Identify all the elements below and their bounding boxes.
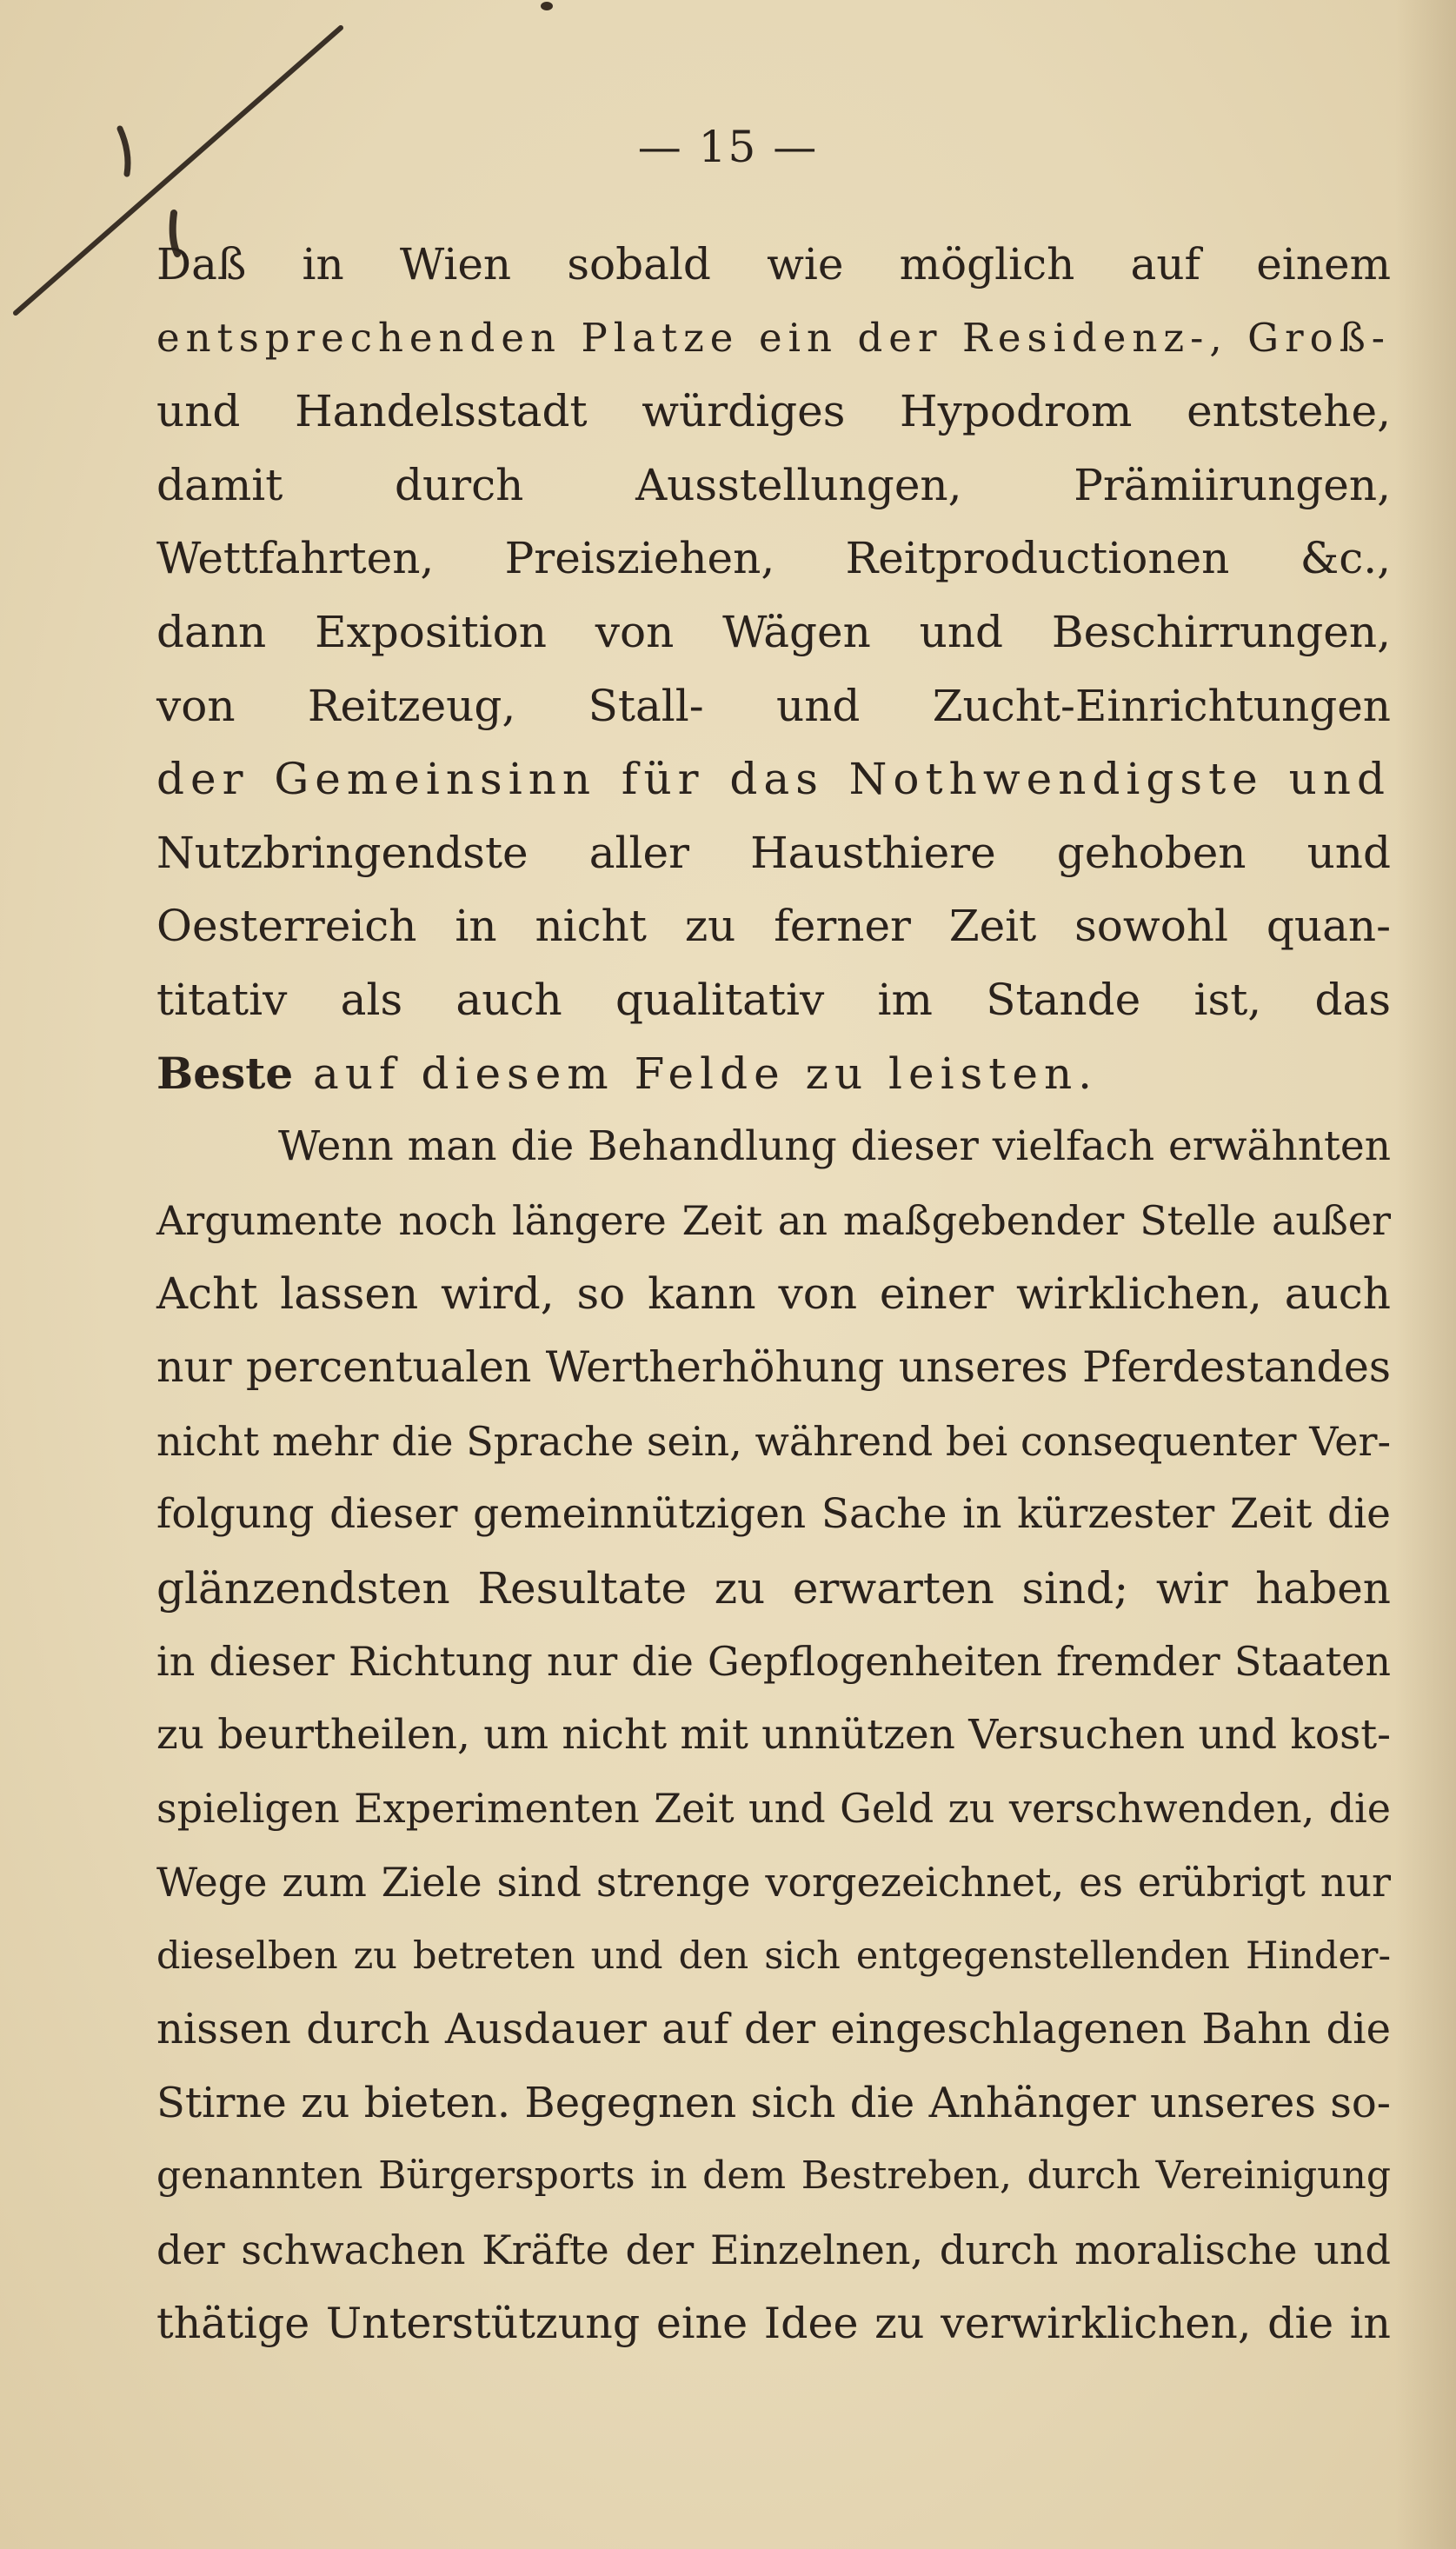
text-line: dieselben zu betreten und den sich entgegenstellenden Hinder- (156, 1933, 1391, 1978)
text-line: Oesterreich in nicht zu ferner Zeit sowohl quan- (156, 901, 1391, 952)
text-line: Daß in Wien sobald wie möglich auf einem (156, 239, 1391, 290)
text-line: und Handelsstadt würdiges Hypodrom entstehe, (156, 386, 1391, 437)
text-line: Wenn man die Behandlung dieser vielfach erwähnten (278, 1122, 1391, 1171)
body-text (156, 228, 1391, 2360)
text-line: von Reitzeug, Stall- und Zucht-Einrichtungen (156, 680, 1391, 731)
text-line-with-emphasis (156, 1037, 1391, 1111)
text-line: thätige Unterstützung eine Idee zu verwirklichen, die in (156, 2298, 1391, 2348)
text-line: damit durch Ausstellungen, Prämiirungen, (156, 459, 1391, 510)
page-number: — 15 — (637, 122, 819, 172)
text-line: Wettfahrten, Preisziehen, Reitproductionen &c., (156, 533, 1391, 584)
text-line: folgung dieser gemeinnützigen Sache in kürzester Zeit die (156, 1490, 1391, 1539)
text-line: nicht mehr die Sprache sein, während bei consequenter Ver- (156, 1417, 1391, 1465)
emphasis-word: Beste (156, 1047, 294, 1099)
text-line: spieligen Experimenten Zeit und Geld zu verschwenden, die (156, 1785, 1391, 1833)
text-line: zu beurtheilen, um nicht mit unnützen Versuchen und kost- (156, 1710, 1391, 1759)
text-line: Wege zum Ziele sind strenge vorgezeichnet, es erübrigt nur (156, 1859, 1391, 1907)
text-line-rest: auf diesem Felde zu leisten. (293, 1048, 1099, 1099)
text-line: in dieser Richtung nur die Gepflogenheiten fremder Staaten (156, 1638, 1391, 1686)
text-line: Argumente noch längere Zeit an maßgebender Stelle außer (156, 1196, 1391, 1244)
text-line: der schwachen Kräfte der Einzelnen, durch moralische und (156, 2226, 1391, 2274)
text-line: glänzendsten Resultate zu erwarten sind; wir haben (156, 1562, 1391, 1614)
text-line: titativ als auch qualitativ im Stande ist, das (156, 974, 1391, 1025)
text-line: genannten Bürgersports in dem Bestreben, durch Vereinigung (156, 2153, 1391, 2199)
text-line: Stirne zu bieten. Begegnen sich die Anhänger unseres so- (156, 2078, 1391, 2127)
ink-dot (541, 2, 553, 10)
text-line: der Gemeinsinn für das Nothwendigste und (156, 754, 1391, 805)
text-line: Nutzbringendste aller Hausthiere gehoben und (156, 827, 1391, 878)
text-line: nur percentualen Wertherhöhung unseres Pferdestandes (156, 1341, 1391, 1392)
text-line: entsprechenden Platze ein der Residenz-, Groß- (156, 314, 1391, 361)
text-line: nissen durch Ausdauer auf der eingeschlagenen Bahn die (156, 2005, 1391, 2054)
text-line: Acht lassen wird, so kann von einer wirklichen, auch (156, 1268, 1391, 1320)
text-line: dann Exposition von Wägen und Beschirrungen, (156, 606, 1391, 657)
